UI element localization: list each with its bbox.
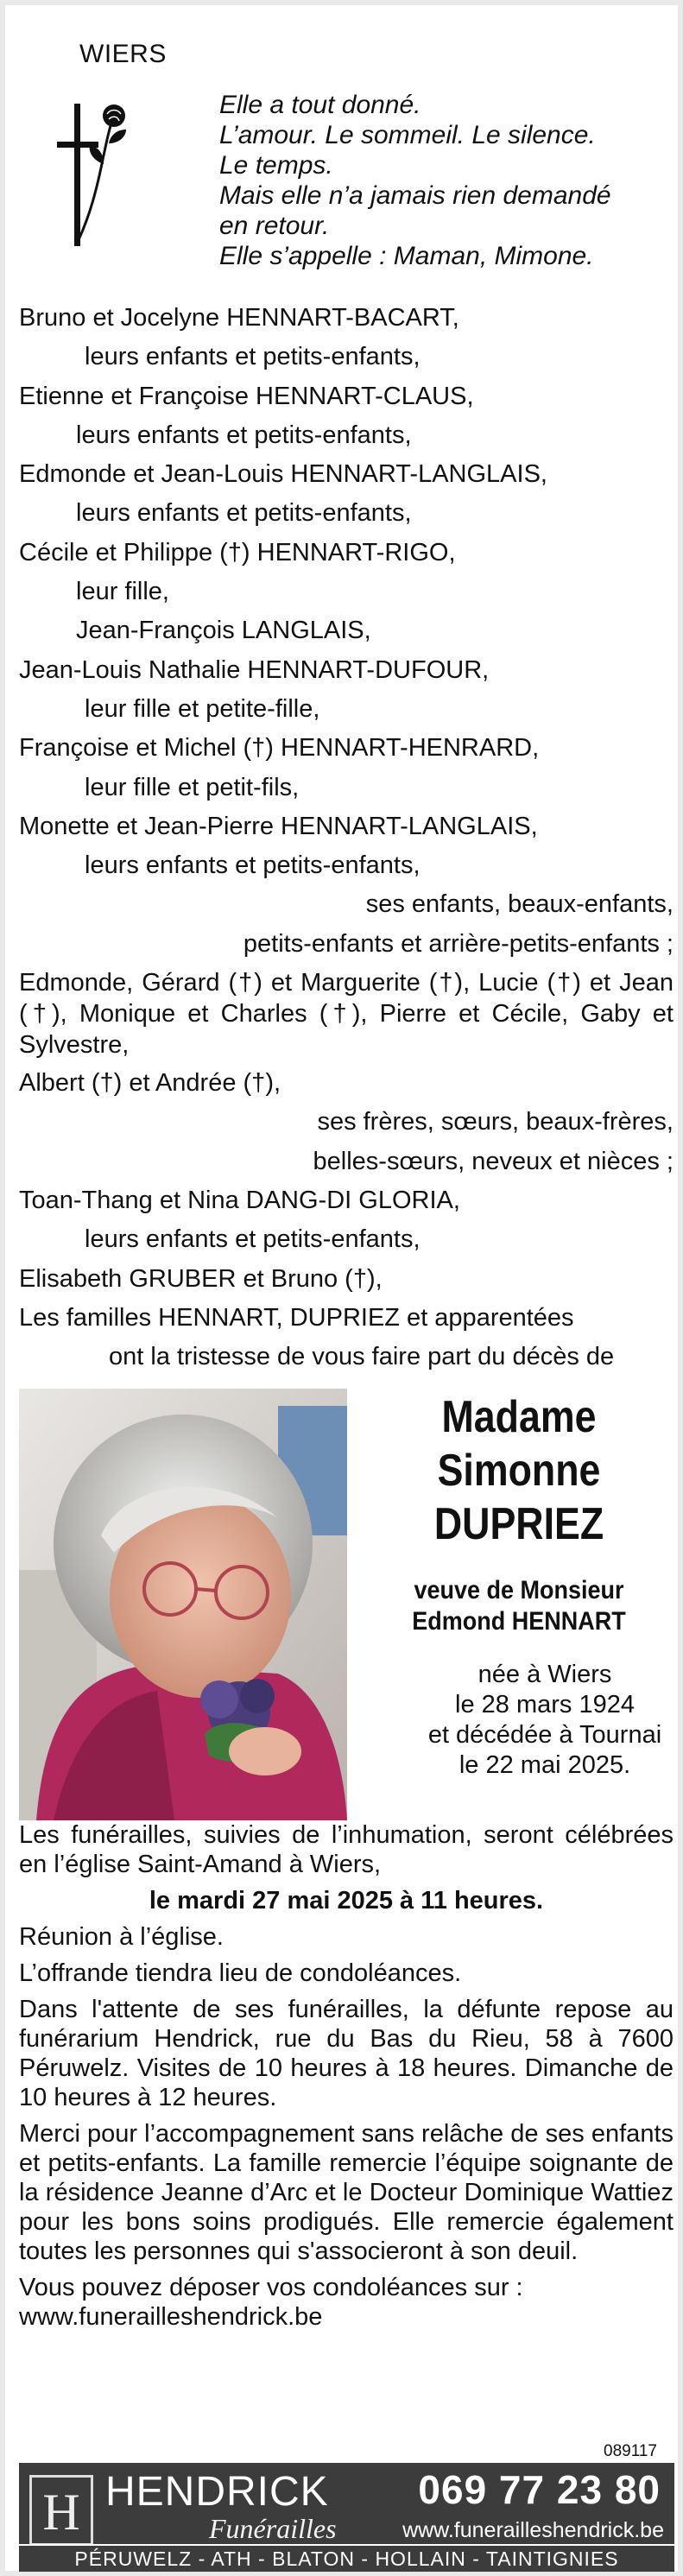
deceased-first-name: Simonne [437,1446,601,1496]
birth-date: le 28 mars 1924 [455,1691,635,1718]
death-date: le 22 mai 2025. [458,1751,631,1779]
deceased-title: Madame [441,1392,597,1442]
poem [219,90,611,271]
portrait-photo [19,1389,347,1820]
mourner-line: Cécile et Philippe (†) HENNART-RIGO, [19,538,456,566]
mourner-line: Bruno et Jocelyne HENNART-BACART, [19,304,459,332]
mourner-line: Jean-François LANGLAIS, [76,617,371,645]
phone-number[interactable]: 069 77 23 80 [418,2467,661,2512]
announcement-line: ont la tristesse de vous faire part du décès de [109,1343,615,1371]
funeral-paragraph: Réunion à l’église. [19,1923,224,1951]
funeral-paragraph: L’offrande tiendra lieu de condoléances. [19,1959,462,1987]
poem-line: en retour. [219,212,330,240]
condolences-text: Vous pouvez déposer vos condoléances sur : [19,2274,523,2301]
mourner-line: Monette et Jean-Pierre HENNART-LANGLAIS, [19,812,538,840]
mourner-paragraph: Edmonde, Gérard (†) et Marguerite (†), Lucie (†) et Jean (†), Monique et Charles (†), Pierre et Cécile, Gaby et Sylvestre, [19,969,674,1060]
mourner-line: Jean-Louis Nathalie HENNART-DUFOUR, [19,655,490,684]
reference-number: 089117 [604,2442,657,2460]
deceased-block [359,1390,679,1781]
widow-line: veuve de Monsieur [414,1576,624,1604]
death-place: et décédée à Tournai [427,1721,662,1749]
poem-line: Le temps. [219,151,333,180]
funeral-home-banner [19,2463,674,2572]
mourner-line: belles-sœurs, neveux et nièces ; [313,1147,674,1175]
condolences-link[interactable]: www.funerailleshendrick.be [19,2303,323,2331]
funeral-details [19,1820,674,2339]
mourner-line: Albert (†) et Andrée (†), [19,1069,281,1098]
widow-line: Edmond HENNART [412,1607,626,1636]
cross-with-rose-icon [55,95,137,250]
funeral-paragraph: Dans l'attente de ses funérailles, la défunte repose au funérarium Hendrick, rue du Bas du Rieu, 58 à 7600 Péruwelz. Visites de 10 heures à 18 heures. Dimanche de 10 heures à 12 heures. [19,1996,674,2111]
mourner-line: Les familles HENNART, DUPRIEZ et apparentées [19,1303,574,1332]
funeral-date: le mardi 27 mai 2025 à 11 heures. [149,1887,544,1915]
logo-letter: H [42,2484,80,2541]
mourner-line: Edmonde et Jean-Louis HENNART-LANGLAIS, [19,460,547,489]
brand-name: HENDRICK [105,2469,329,2515]
poem-line: Elle s’appelle : Maman, Mimone. [219,242,594,270]
mourner-line: Françoise et Michel (†) HENNART-HENRARD, [19,734,540,763]
mourner-line: leur fille et petite-fille, [85,694,320,723]
mourner-line: Toan-Thang et Nina DANG-DI GLORIA, [19,1186,460,1214]
funeral-paragraph: Les funérailles, suivies de l’inhumation, seront célébrées en l’église Saint-Amand à Wiers, [19,1821,674,1878]
poem-line: L’amour. Le sommeil. Le silence. [219,121,596,149]
town-name: WIERS [79,40,167,68]
mourners-list [19,299,674,1377]
logo-icon [29,2475,93,2546]
website-link[interactable]: www.funerailleshendrick.be [402,2518,664,2542]
mourner-line: petits-enfants et arrière-petits-enfants ; [243,929,674,958]
birth-death-info [359,1660,679,1781]
mourner-line: leurs enfants et petits-enfants, [76,499,412,528]
mourner-line: leurs enfants et petits-enfants, [85,343,421,371]
locations-list: PÉRUWELZ - ATH - BLATON - HOLLAIN - TAINTIGNIES [19,2544,674,2572]
mourner-line: leurs enfants et petits-enfants, [85,851,421,880]
mourner-line: Etienne et Françoise HENNART-CLAUS, [19,382,474,410]
mourner-line: leurs enfants et petits-enfants, [85,1225,421,1254]
mourner-line: ses frères, sœurs, beaux-frères, [317,1108,674,1136]
poem-line: Mais elle n’a jamais rien demandé [219,181,611,210]
mourner-line: Elisabeth GRUBER et Bruno (†), [19,1264,383,1293]
mourner-line: leur fille, [76,578,169,606]
funeral-paragraph: Merci pour l’accompagnement sans relâche de ses enfants et petits-enfants. La famille remercie l’équipe soignante de la résidence Jeanne d’Arc et le Docteur Dominique Wattiez pour les bons soins prodigués. Elle remercie également toutes les personnes qui s'associeront à son deuil. [19,2120,674,2265]
mourner-line: leur fille et petit-fils, [85,773,300,801]
widow-of [376,1575,663,1637]
brand-subtitle: Funérailles [209,2513,337,2544]
birth-place: née à Wiers [477,1661,612,1688]
deceased-last-name: DUPRIEZ [433,1499,604,1549]
poem-line: Elle a tout donné. [219,91,421,119]
mourner-line: ses enfants, beaux-enfants, [365,890,674,919]
mourner-line: leurs enfants et petits-enfants, [76,421,412,449]
